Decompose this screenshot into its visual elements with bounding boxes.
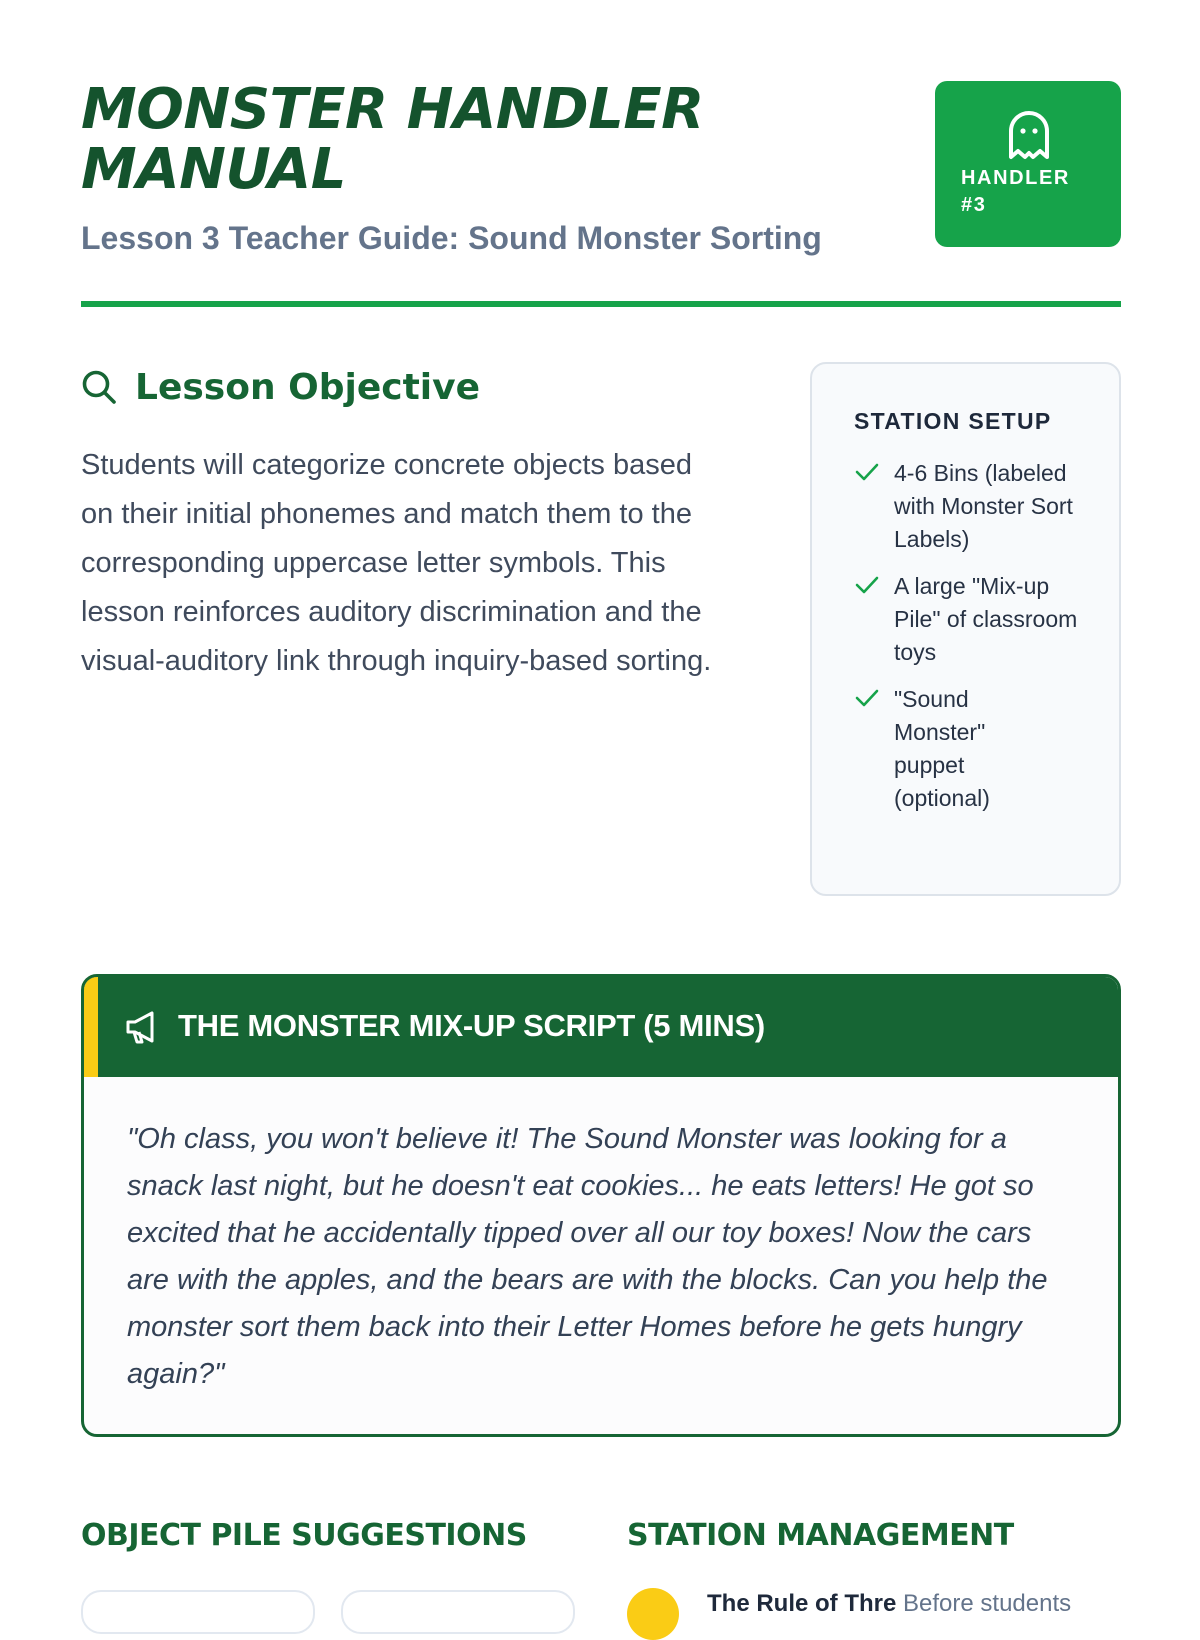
search-icon bbox=[81, 369, 117, 405]
script-heading: THE MONSTER MIX-UP SCRIPT (5 MINS) bbox=[178, 1008, 765, 1043]
objective-heading-row bbox=[81, 364, 480, 410]
script-box bbox=[81, 974, 1121, 1437]
header-divider bbox=[81, 301, 1121, 307]
teacher-guide-page bbox=[81, 0, 1121, 1617]
setup-item-text: 4-6 Bins (labeled with Monster Sort Labels) bbox=[894, 460, 1073, 552]
object-chip bbox=[81, 1590, 315, 1634]
management-item bbox=[707, 1590, 1071, 1618]
check-icon bbox=[854, 572, 880, 598]
handler-badge-label: HANDLER #3 bbox=[961, 167, 1070, 216]
check-icon bbox=[854, 459, 880, 485]
setup-item bbox=[854, 570, 1094, 669]
script-header bbox=[84, 977, 1118, 1077]
station-management-heading: STATION MANAGEMENT bbox=[627, 1518, 1014, 1553]
setup-item bbox=[854, 683, 1094, 815]
object-pile-heading: OBJECT PILE SUGGESTIONS bbox=[81, 1518, 527, 1553]
manual-title: MONSTER HANDLER MANUAL bbox=[81, 77, 704, 202]
management-step-marker bbox=[627, 1588, 679, 1640]
setup-item-text: "Sound Monster" puppet (optional) bbox=[894, 686, 990, 811]
station-setup-heading: STATION SETUP bbox=[854, 408, 1052, 434]
script-text: "Oh class, you won't believe it! The Sound Monster was looking for a snack last night, but he doesn't eat cookies... he eats letters! He got so excited that he accidentally tipped over all our toy boxes! Now the cars are with the apples, and the bears are with the blocks. Can you help the monster sort them back into their Letter Homes before he gets hungry again?" bbox=[127, 1123, 1048, 1390]
megaphone-icon bbox=[124, 1009, 160, 1045]
check-icon bbox=[854, 685, 880, 711]
setup-item-text: A large "Mix-up Pile" of classroom toys bbox=[894, 573, 1078, 665]
objective-text: Students will categorize concrete objects based on their initial phonemes and match them to the corresponding uppercase letter symbols. This lesson reinforces auditory discrimination and the visual-auditory link through inquiry-based sorting. bbox=[81, 449, 712, 677]
station-setup-list bbox=[854, 457, 1094, 829]
objective-heading: Lesson Objective bbox=[135, 366, 481, 408]
handler-badge bbox=[935, 81, 1121, 247]
station-setup-card bbox=[810, 362, 1121, 896]
ghost-icon bbox=[1007, 111, 1051, 161]
object-chip bbox=[341, 1590, 575, 1634]
lesson-subtitle: Lesson 3 Teacher Guide: Sound Monster Sorting bbox=[81, 220, 822, 256]
management-item-label: The Rule of Thre bbox=[707, 1590, 897, 1617]
management-item-text: Before students bbox=[903, 1590, 1072, 1617]
setup-item bbox=[854, 457, 1094, 556]
